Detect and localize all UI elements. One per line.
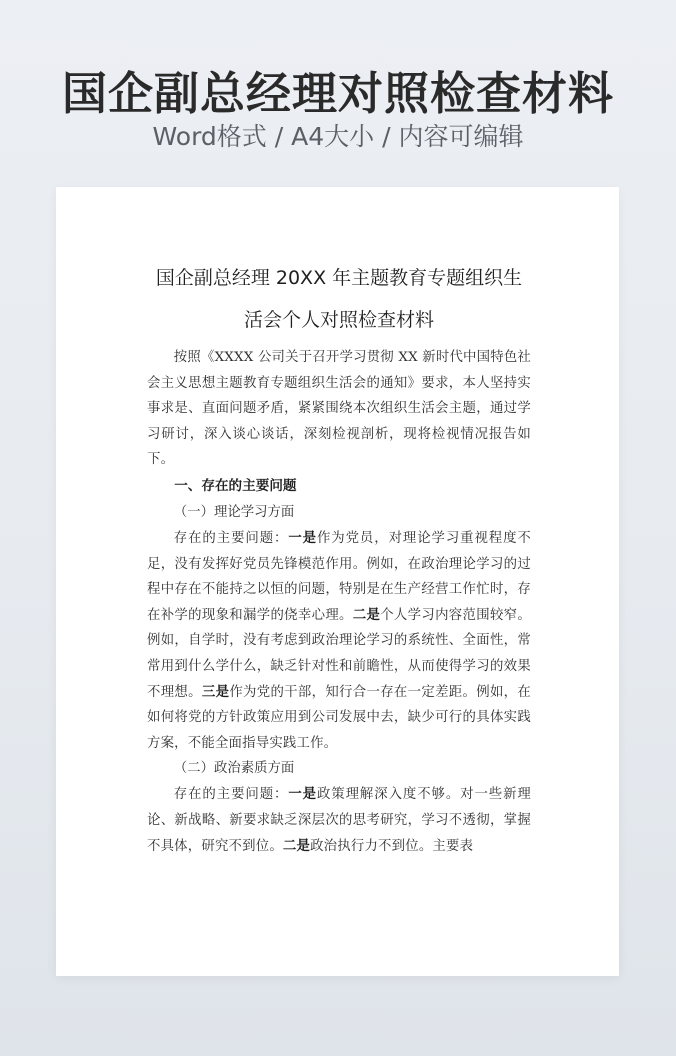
theory-point-1-text: 作为党员，对理论学习重视程度不足，没有发挥好党员先锋模范作用。例如，在政治理论学习的过程中存在不能持之以恒的问题，特别是在生产经营工作忙时，存在补学的现象和漏学的侥幸心理。 [147, 530, 532, 623]
theory-paragraph [147, 526, 531, 756]
political-point-1-label: 一是 [288, 786, 317, 803]
section-heading-problems: 一、存在的主要问题 [174, 477, 297, 494]
banner [0, 0, 676, 170]
subsection-heading-theory: （一）理论学习方面 [173, 504, 295, 520]
theory-point-1-label: 一是 [288, 529, 317, 546]
document-body [147, 257, 531, 859]
theory-point-3-label: 三是 [201, 683, 230, 700]
theory-point-2-label: 二是 [352, 606, 381, 623]
theory-point-3-text: 作为党的干部，知行合一存在一定差距。例如，在如何将党的方针政策应用到公司发展中去，缺少可行的具体实践方案，不能全面指导实践工作。 [147, 684, 531, 751]
banner-subtitle: Word格式 / A4大小 / 内容可编辑 [152, 122, 524, 151]
document-title-line1: 国企副总经理 20XX 年主题教育专题组织生 [155, 267, 523, 289]
theory-point-2-text: 个人学习内容范围较窄。例如，自学时，没有考虑到政治理论学习的系统性、全面性，常常用到什么学什么，缺乏针对性和前瞻性，从而使得学习的效果不理想。 [147, 607, 531, 700]
theory-lead: 存在的主要问题： [173, 530, 289, 546]
banner-title: 国企副总经理对照检查材料 [61, 67, 614, 120]
intro-paragraph: 按照《XXXX 公司关于召开学习贯彻 XX 新时代中国特色社会主义思想主题教育专题组织生活会的通知》要求，本人坚持实事求是、直面问题矛盾，紧紧围绕本次组织生活会主题，通过学习研讨，深入谈心谈话，深刻检视剖析，现将检视情况报告如下。 [147, 350, 531, 468]
political-lead: 存在的主要问题： [173, 787, 289, 803]
document-title-line2: 活会个人对照检查材料 [243, 309, 434, 331]
political-paragraph [147, 782, 531, 859]
subsection-heading-political: （二）政治素质方面 [173, 761, 295, 777]
political-point-2-label: 二是 [282, 837, 311, 854]
document-page [56, 187, 619, 976]
political-point-1-text: 政策理解深入度不够。对一些新理论、新战略、新要求缺乏深层次的思考研究，学习不透彻，掌握不具体，研究不到位。 [147, 787, 532, 854]
political-point-2-text: 政治执行力不到位。主要表 [310, 838, 474, 854]
